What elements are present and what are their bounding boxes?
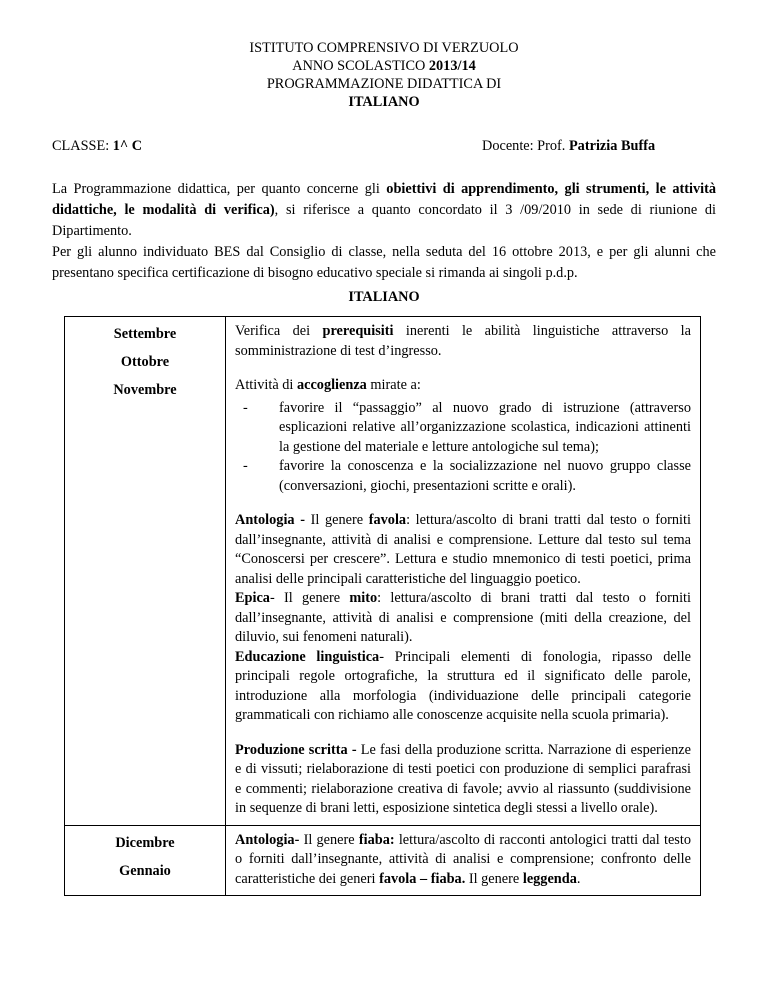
school-year-value: 2013/14 <box>428 58 476 74</box>
month-label: Dicembre <box>115 834 175 851</box>
intro-paragraph-2: Per gli alunno individuato BES dal Consiglio di classe, nella seduta del 16 ottobre 2013, e per gli alunni che presentano specifica certificazione di bisogno educativo speciale si rimanda ai singoli p.d.p. <box>52 244 716 281</box>
month-label: Ottobre <box>120 354 170 370</box>
accoglienza-list <box>235 399 691 497</box>
document-subject-line: PROGRAMMAZIONE DIDATTICA DI <box>266 76 502 92</box>
antologia-paragraph: Antologia- Il genere fiaba: lettura/ascolto di racconti antologici tratti dal testo o forniti dall’insegnante, attività di analisi e comprensione; confronto delle caratteristiche dei generi favola – fiaba. Il genere leggenda. <box>235 831 691 887</box>
month-label: Novembre <box>113 382 177 398</box>
produzione-paragraph: Produzione scritta - Le fasi della produzione scritta. Narrazione di esperienze e di vissuti; rielaborazione di testi poetici con produzione di semplici parafrasi e commenti; rielaborazione creativa di favole; avvio al riassunto (suddivisione in sequenze di brani letti, esposizione sintetica degli stessi a livello orale). <box>235 741 691 816</box>
antologia-paragraph: Antologia - Il genere favola: lettura/ascolto di brani tratti dal testo o forniti dall’insegnante, attività di analisi e comprensione. Letture dal testo sul tema “Conoscersi per crescere”. Lettura e studio mnemonico di testi poetici, prima analisi delle principali caratteristiche del linguaggio poetico. <box>235 512 691 587</box>
months-cell <box>65 825 226 896</box>
intro-text <box>52 179 716 284</box>
months-cell <box>65 317 226 826</box>
list-item: - favorire la conoscenza e la socializzazione nel nuovo gruppo classe (conversazioni, giochi, presentazioni scritte e orali). <box>243 458 691 494</box>
section-title: ITALIANO <box>348 289 420 305</box>
content-cell <box>226 825 701 896</box>
table-row <box>65 317 701 826</box>
teacher-label: Docente: Prof. Patrizia Buffa <box>482 138 656 154</box>
teacher-name: Patrizia Buffa <box>568 138 656 154</box>
school-name: ISTITUTO COMPRENSIVO DI VERZUOLO <box>249 40 519 56</box>
verifica-paragraph: Verifica dei prerequisiti inerenti le abilità linguistiche attraverso la somministrazione di test d’ingresso. <box>235 323 691 359</box>
month-label: Gennaio <box>119 862 171 879</box>
school-year: ANNO SCOLASTICO 2013/14 <box>292 58 476 74</box>
program-table <box>64 316 701 896</box>
month-label: Settembre <box>113 326 177 342</box>
class-label: CLASSE: 1^ C <box>52 138 143 154</box>
epica-paragraph: Epica- Il genere mito: lettura/ascolto di brani tratti dal testo o forniti dall’insegnante, attività di analisi e comprensione (miti della creazione, del diluvio, sui fenomeni naturali). <box>235 590 692 645</box>
accoglienza-paragraph: Attività di accoglienza mirate a: <box>235 377 421 393</box>
intro-paragraph-1: La Programmazione didattica, per quanto concerne gli obiettivi di apprendimento, gli strumenti, le attività didattiche, le modalità di verifica), si riferisce a quanto concordato il 3 /09/2010 in sede di riunione di Dipartimento. <box>52 181 717 239</box>
class-value: 1^ C <box>112 138 143 154</box>
list-item: - favorire il “passaggio” al nuovo grado di istruzione (attraverso esplicazioni relative all’organizzazione scolastica, indicazioni attinenti la gestione del materiale e letture antologiche sul tema); <box>243 399 691 455</box>
document-subject: ITALIANO <box>348 94 420 110</box>
table-row <box>65 825 701 896</box>
educazione-paragraph: Educazione linguistica- Principali elementi di fonologia, ripasso delle principali regole ortografiche, la struttura ed il significato delle parole, introduzione alla morfologia (individuazione delle principali categorie grammaticali con richiamo alle conoscenze acquisite nella scuola primaria). <box>235 648 692 723</box>
content-cell <box>226 317 701 826</box>
document-header <box>0 39 768 111</box>
